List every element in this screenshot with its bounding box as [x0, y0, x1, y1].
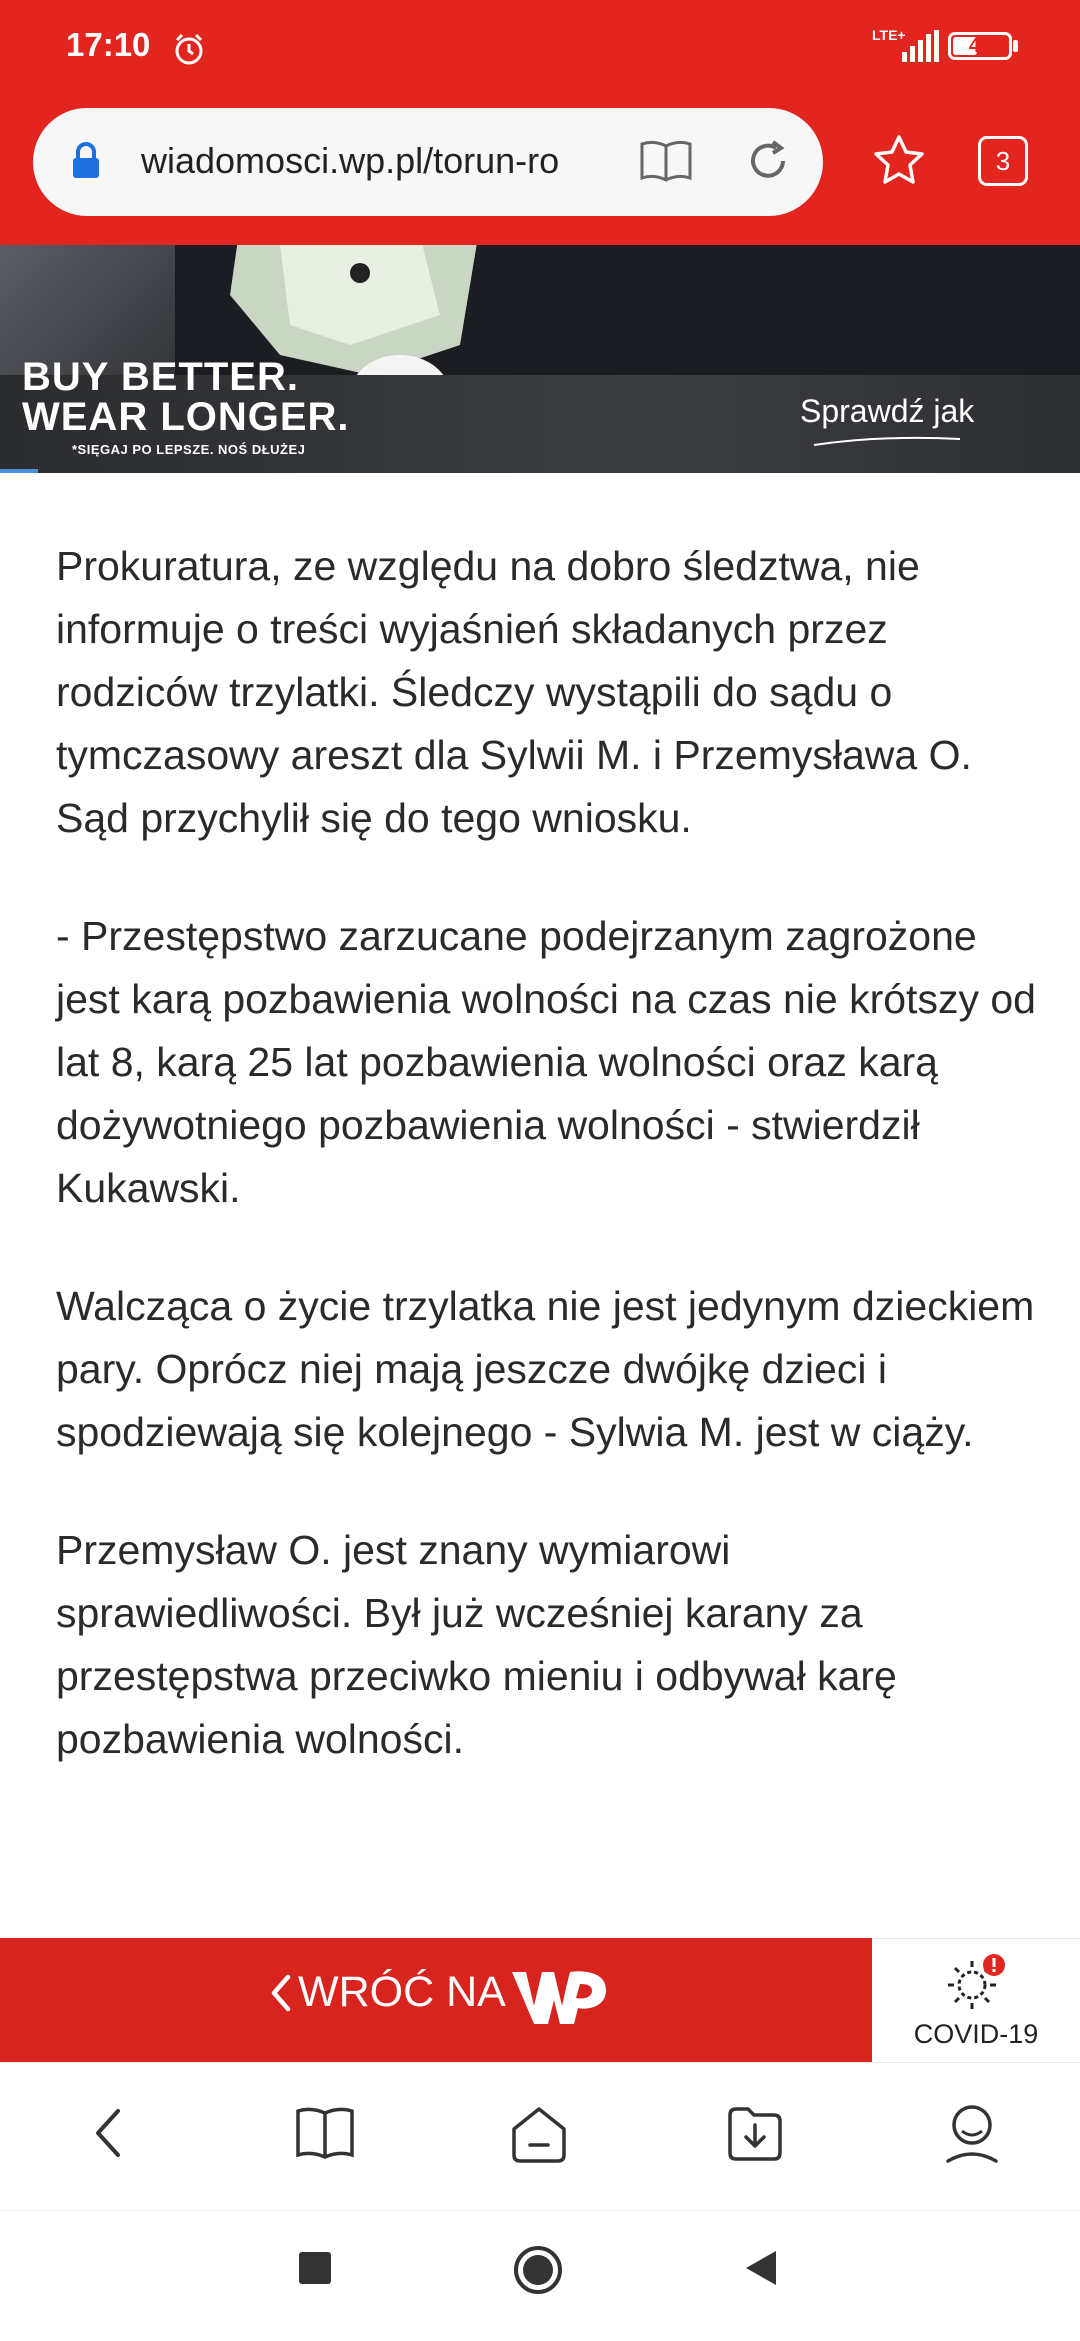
- covid-button[interactable]: [872, 1938, 1080, 2063]
- article-paragraph: - Przestępstwo zarzucane podejrzanym zagrożone jest karą pozbawienia wolności na czas nie krótszy od lat 8, karą 25 lat pozbawienia wolności oraz karą dożywotniego pozbawienia wolności - stwierdził Kukawski.: [56, 913, 1036, 1211]
- browser-toolbar: [0, 2062, 1080, 2211]
- bookmark-star-icon[interactable]: [872, 134, 926, 186]
- url-text[interactable]: wiadomosci.wp.pl/torun-ro: [141, 140, 560, 181]
- article-paragraph: Walcząca o życie trzylatka nie jest jedynym dzieckiem pary. Oprócz niej mają jeszcze dwójkę dzieci i spodziewają się kolejnego - Sylwia M. jest w ciąży.: [56, 1283, 1035, 1455]
- covid-label: COVID-19: [913, 2019, 1039, 2049]
- bookmarks-book-icon[interactable]: [294, 2103, 356, 2163]
- ad-banner[interactable]: [0, 245, 1080, 473]
- wp-logo: [508, 1966, 612, 2030]
- battery-level: 41: [968, 35, 992, 57]
- back-to-wp-button[interactable]: [268, 1968, 506, 2017]
- home-circle-icon[interactable]: [512, 2244, 564, 2296]
- signal-icon: [900, 30, 940, 62]
- virus-icon: [946, 1953, 1010, 2013]
- ad-cta[interactable]: Sprawdź jak: [800, 393, 975, 429]
- profile-icon[interactable]: [942, 2103, 1002, 2165]
- article-body: [56, 535, 1036, 1826]
- article-paragraph: Przemysław O. jest znany wymiarowi sprawiedliwości. Był już wcześniej karany za przestępstwa przeciwko mieniu i odbywał karę pozbawienia wolności.: [56, 1527, 897, 1762]
- reader-mode-icon[interactable]: [638, 138, 694, 184]
- back-label: WRÓĆ NA: [298, 1968, 506, 2016]
- alarm-icon: [172, 32, 206, 66]
- lock-icon: [71, 142, 101, 180]
- ad-subtext: *SIĘGAJ PO LEPSZE. NOŚ DŁUŻEJ: [72, 442, 306, 457]
- article-paragraph: Prokuratura, ze względu na dobro śledztwa, nie informuje o treści wyjaśnień składanych przez rodziców trzylatki. Śledczy wystąpili do sądu o tymczasowy areszt dla Sylwii M. i Przemysława O. Sąd przychylił się do tego wniosku.: [56, 543, 972, 841]
- reload-icon[interactable]: [743, 136, 793, 186]
- downloads-icon[interactable]: [724, 2103, 786, 2163]
- browser-header: [0, 0, 1080, 245]
- ad-headline: BUY BETTER. WEAR LONGER.: [22, 355, 350, 439]
- back-icon[interactable]: [88, 2103, 128, 2163]
- battery-icon: [948, 32, 1012, 60]
- back-triangle-icon[interactable]: [744, 2249, 778, 2287]
- home-icon[interactable]: [508, 2103, 570, 2165]
- status-time: 17:10: [66, 26, 151, 63]
- recents-square-icon[interactable]: [298, 2251, 332, 2285]
- chevron-left-icon: [268, 1973, 292, 2013]
- back-to-wp-bar[interactable]: [0, 1938, 872, 2062]
- network-type: LTE+: [872, 27, 906, 43]
- address-bar[interactable]: [33, 108, 823, 216]
- system-navigation-bar: [0, 2210, 1080, 2341]
- ad-cta-underline: [812, 435, 962, 447]
- tabs-icon[interactable]: 3: [978, 136, 1028, 186]
- ad-progress-bar: [0, 469, 38, 473]
